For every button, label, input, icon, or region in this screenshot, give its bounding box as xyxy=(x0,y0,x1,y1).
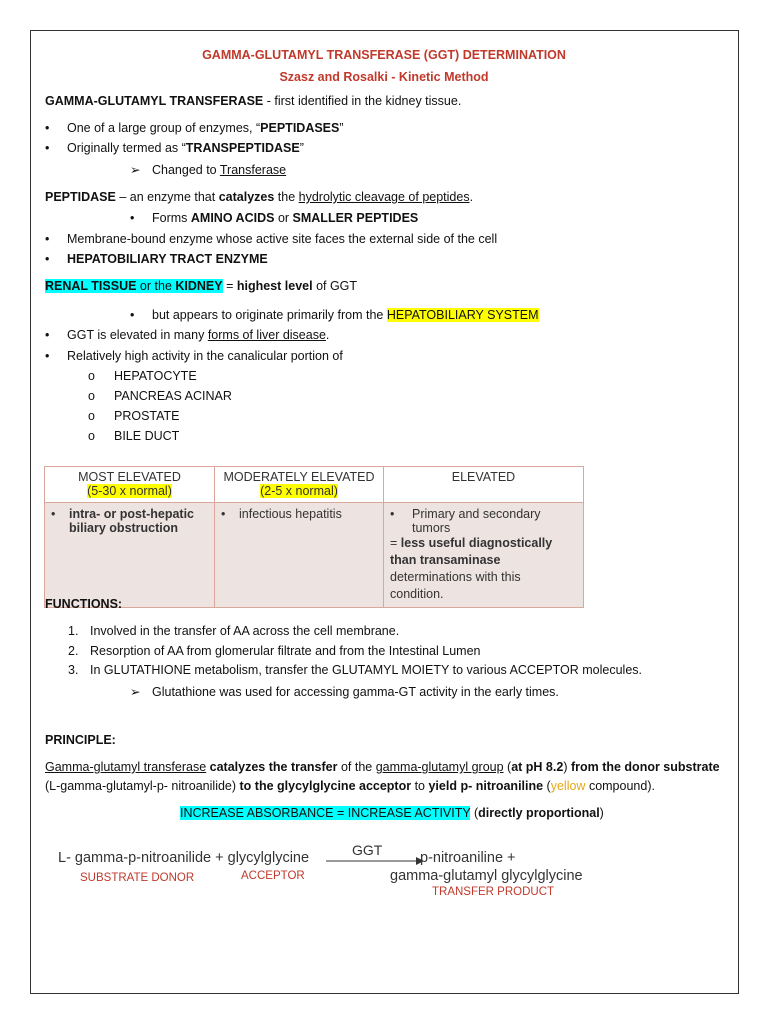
principle-line-1: Gamma-glutamyl transferase catalyzes the transfer of the gamma-glutamyl group (at pH 8.2) from the donor substrate xyxy=(45,760,720,774)
cell-elevated: • Primary and secondary tumors = less useful diagnostically than transaminase determinations with this condition. xyxy=(384,503,584,608)
reaction-equation xyxy=(48,842,608,908)
function-item-1: 1. Involved in the transfer of AA across the cell membrane. xyxy=(68,624,400,638)
intro-line: GAMMA-GLUTAMYL TRANSFERASE - first identified in the kidney tissue. xyxy=(45,94,462,108)
peptidase-definition: PEPTIDASE – an enzyme that catalyzes the hydrolytic cleavage of peptides. xyxy=(45,190,474,204)
sub-item-hepatocyte: o HEPATOCYTE xyxy=(88,369,197,383)
arrow-bullet-icon: ➢ xyxy=(130,163,141,177)
renal-line: RENAL TISSUE or the KIDNEY = highest level of GGT xyxy=(45,279,358,293)
equation-substrate: L- gamma-p-nitroanilide + glycylglycine xyxy=(58,850,310,866)
equation-product-2: gamma-glutamyl glycylglycine xyxy=(390,868,583,884)
page-title: GAMMA-GLUTAMYL TRANSFERASE (GGT) DETERMINATION xyxy=(202,48,566,62)
bullet-originate: • but appears to originate primarily from the HEPATOBILIARY SYSTEM xyxy=(130,308,539,322)
equation-enzyme: GGT xyxy=(352,842,383,858)
bullet-canalicular: • Relatively high activity in the canalicular portion of xyxy=(45,349,343,363)
label-acceptor: ACCEPTOR xyxy=(241,870,305,882)
label-substrate-donor: SUBSTRATE DONOR xyxy=(80,872,195,884)
bullet-peptidases: • One of a large group of enzymes, “PEPTIDASES” xyxy=(45,121,344,135)
reaction-arrow-icon xyxy=(326,856,426,866)
bullet-forms: • Forms AMINO ACIDS or SMALLER PEPTIDES xyxy=(130,211,419,225)
principle-line-2: (L-gamma-glutamyl-p- nitroanilide) to the glycylglycine acceptor to yield p- nitroaniline (yellow compound). xyxy=(45,779,655,793)
bullet-hepatobiliary: • HEPATOBILIARY TRACT ENZYME xyxy=(45,252,268,266)
function-item-3: 3. In GLUTATHIONE metabolism, transfer the GLUTAMYL MOIETY to various ACCEPTOR molecules. xyxy=(68,663,643,677)
bullet-liver-disease: • GGT is elevated in many forms of liver disease. xyxy=(45,328,330,342)
arrow-item-transferase: ➢ Changed to Transferase xyxy=(130,163,287,177)
sub-item-prostate: o PROSTATE xyxy=(88,409,180,423)
functions-heading: FUNCTIONS: xyxy=(45,597,123,611)
cell-most-elevated: • intra- or post-hepatic biliary obstruction xyxy=(45,503,215,608)
principle-heading: PRINCIPLE: xyxy=(45,733,116,747)
header-most-elevated: MOST ELEVATED (5-30 x normal) xyxy=(45,467,215,503)
sub-item-pancreas: o PANCREAS ACINAR xyxy=(88,389,232,403)
arrow-bullet-icon: ➢ xyxy=(130,685,141,699)
sub-item-bile-duct: o BILE DUCT xyxy=(88,429,180,443)
increase-absorbance-line: INCREASE ABSORBANCE = INCREASE ACTIVITY (directly proportional) xyxy=(180,806,604,820)
arrow-item-glutathione: ➢ Glutathione was used for accessing gamma-GT activity in the early times. xyxy=(130,685,559,699)
equation-product-1: p-nitroaniline + xyxy=(420,850,516,866)
function-item-2: 2. Resorption of AA from glomerular filtrate and from the Intestinal Lumen xyxy=(68,644,481,658)
elevation-table xyxy=(44,466,584,608)
bullet-transpeptidase: • Originally termed as “TRANSPEPTIDASE” xyxy=(45,141,304,155)
cell-moderately-elevated: • infectious hepatitis xyxy=(215,503,384,608)
label-transfer-product: TRANSFER PRODUCT xyxy=(432,886,555,898)
header-moderately-elevated: MODERATELY ELEVATED (2-5 x normal) xyxy=(215,467,384,503)
bullet-membrane: • Membrane-bound enzyme whose active site faces the external side of the cell xyxy=(45,232,498,246)
page-subtitle: Szasz and Rosalki - Kinetic Method xyxy=(279,70,489,84)
header-elevated: ELEVATED xyxy=(384,467,584,503)
